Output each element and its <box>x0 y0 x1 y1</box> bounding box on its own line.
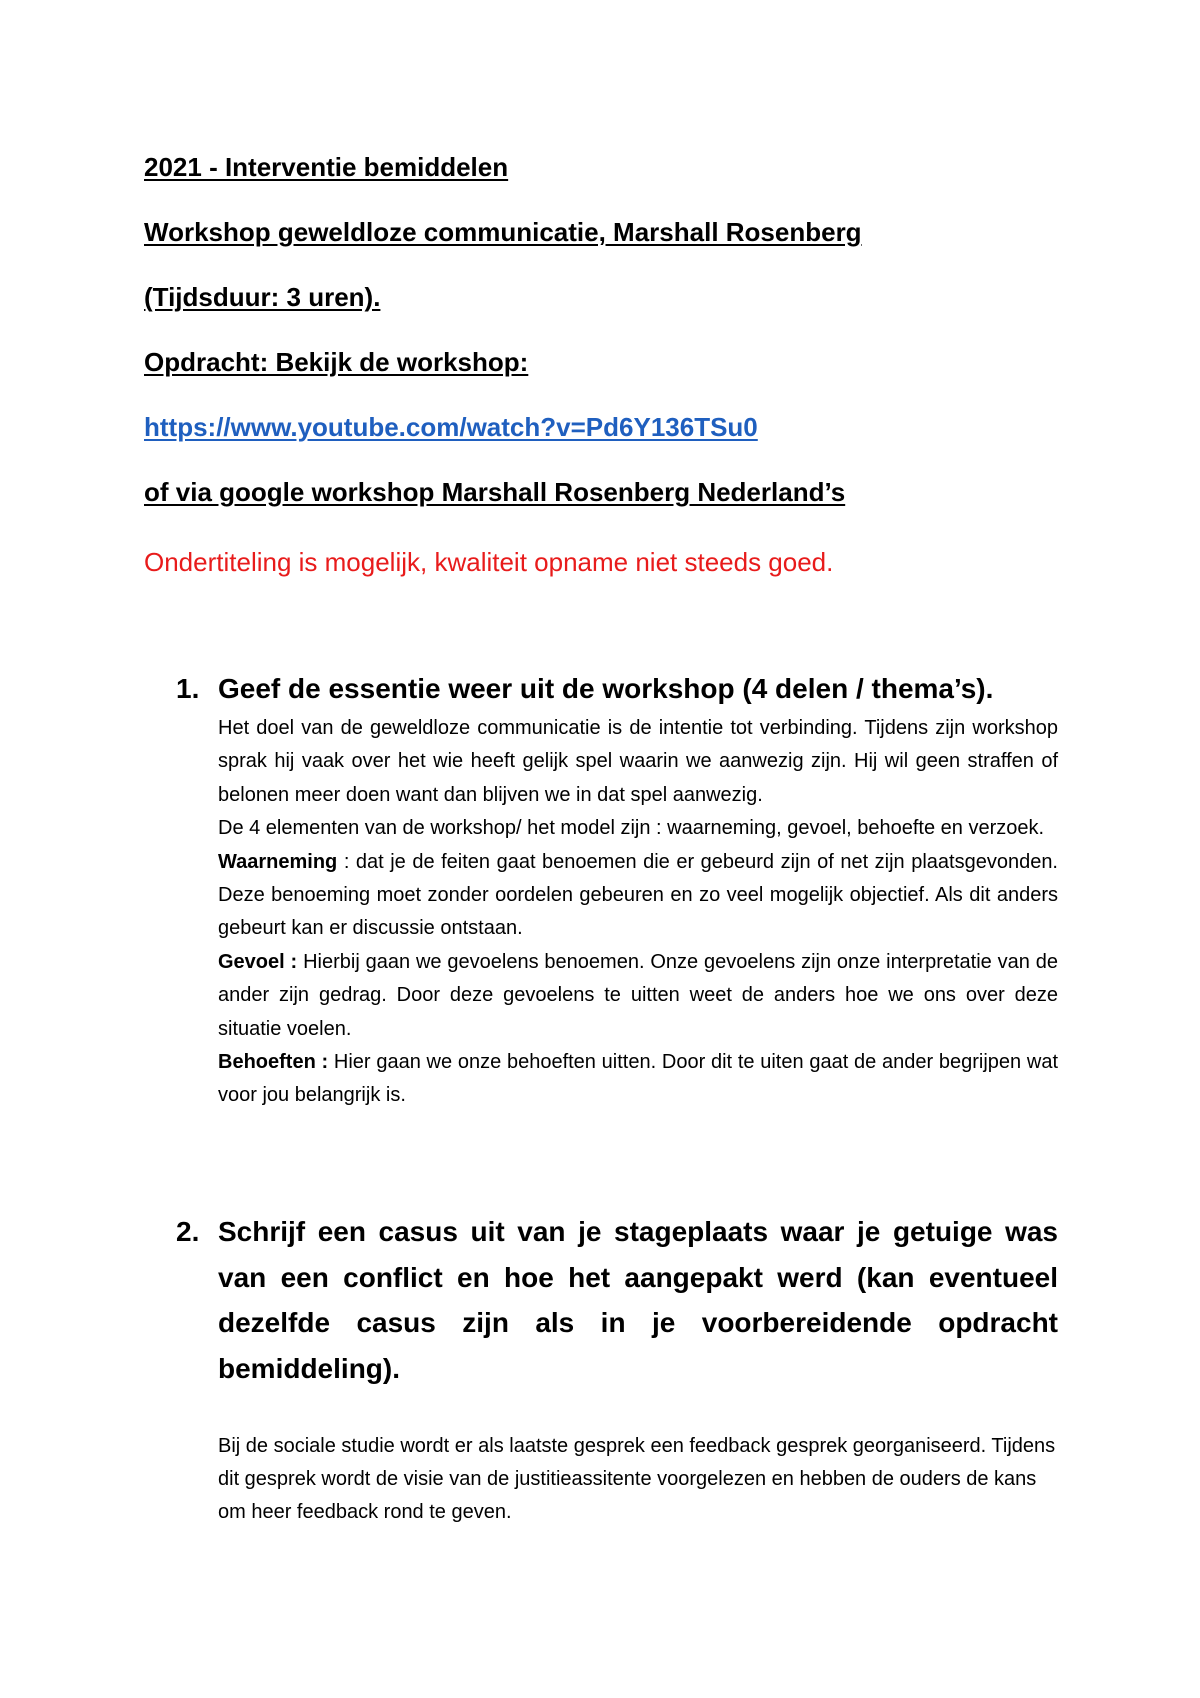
youtube-link[interactable]: https://www.youtube.com/watch?v=Pd6Y136TSu0 <box>144 412 758 442</box>
question-1-title: Geef de essentie weer uit de workshop (4 delen / thema’s). <box>218 673 994 704</box>
question-1-answer <box>218 712 1058 1113</box>
duration-line: (Tijdsduur: 3 uren). <box>144 282 381 312</box>
text-waarneming: : dat je de feiten gaat benoemen die er gebeurd zijn of net zijn plaatsgevonden. Deze benoeming moet zonder oordelen gebeuren en zo veel mogelijk objectief. Als dit anders gebeurt kan er discussie ontstaan. <box>218 850 1058 940</box>
term-gevoel: Gevoel : <box>218 950 298 973</box>
question-1-number: 1. <box>176 673 200 704</box>
answer-paragraph-elements: De 4 elementen van de workshop/ het model zijn : waarneming, gevoel, behoefte en verzoek. <box>218 817 1045 840</box>
subtitle-note: Ondertiteling is mogelijk, kwaliteit opname niet steeds goed. <box>144 547 834 577</box>
term-behoeften: Behoeften : <box>218 1051 329 1074</box>
answer-paragraph-waarneming <box>218 846 1058 946</box>
text-gevoel: Hierbij gaan we gevoelens benoemen. Onze gevoelens zijn onze interpretatie van de ander zijn gedrag. Door deze gevoelens te uitten weet de anders hoe we ons over deze situatie voelen. <box>218 950 1058 1040</box>
question-2-answer <box>218 1430 1058 1529</box>
answer-paragraph-goal: Het doel van de geweldloze communicatie is de intentie tot verbinding. Tijdens zijn workshop sprak hij vaak over het wie heeft gelijk spel waarin we aanwezig zijn. Hij wil geen straffen of belonen meer doen want dan blijven we in dat spel aanwezig. <box>218 717 1058 806</box>
text-behoeften: Hier gaan we onze behoeften uitten. Door dit te uiten gaat de ander begrijpen wat voor jou belangrijk is. <box>218 1051 1058 1107</box>
answer-paragraph-case: Bij de sociale studie wordt er als laatste gesprek een feedback gesprek georganiseerd. Tijdens dit gesprek wordt de visie van de justitieassitente voorgelezen en hebben de ouders de kans om heer feedback rond te geven. <box>218 1435 1056 1523</box>
answer-paragraph-behoeften <box>218 1046 1058 1113</box>
assignment-line: Opdracht: Bekijk de workshop: <box>144 347 529 377</box>
google-line: of via google workshop Marshall Rosenberg Nederland’s <box>144 477 846 507</box>
workshop-line: Workshop geweldloze communicatie, Marshall Rosenberg <box>144 217 862 247</box>
question-2-title: Schrijf een casus uit van je stageplaats waar je getuige was van een conflict en hoe het aangepakt werd (kan eventueel dezelfde casus zijn als in je voorbereidende opdracht bemiddeling). <box>218 1216 1058 1384</box>
term-waarneming: Waarneming <box>218 850 338 873</box>
title-line: 2021 - Interventie bemiddelen <box>144 152 509 182</box>
answer-paragraph-gevoel <box>218 946 1058 1046</box>
question-2-number: 2. <box>176 1216 200 1247</box>
